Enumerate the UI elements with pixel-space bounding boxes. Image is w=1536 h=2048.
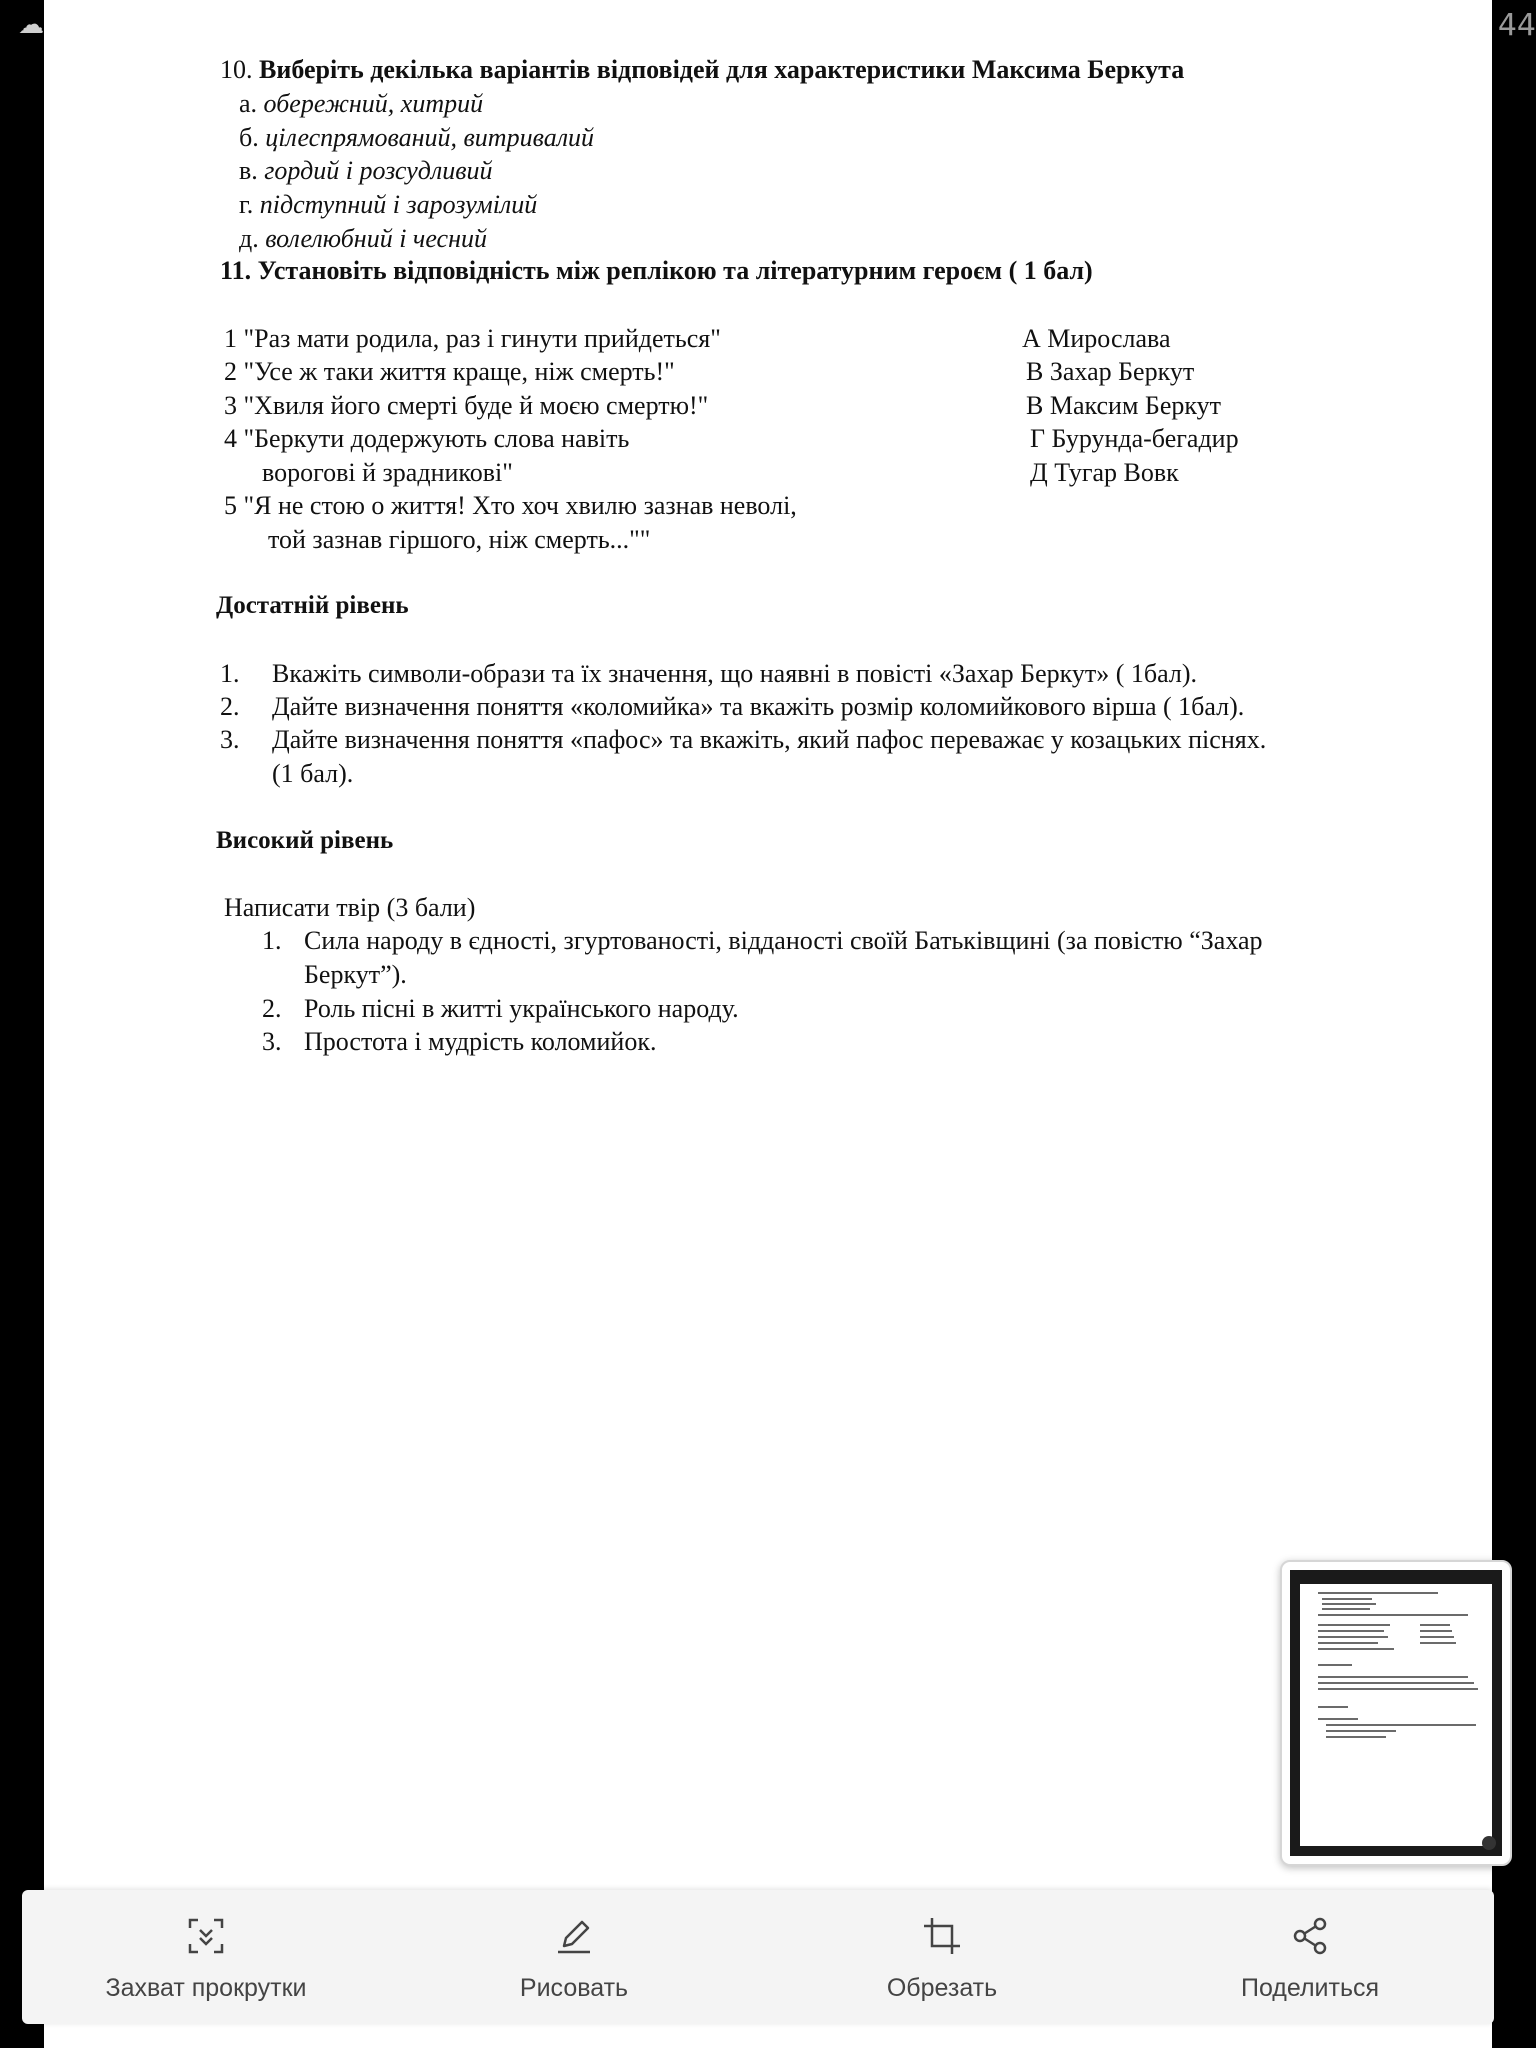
thumb-line [1322,1608,1370,1610]
high-heading: Високий рівень [216,827,394,854]
option-letter: д. [239,224,259,253]
thumb-line [1326,1730,1396,1732]
sufficient-item-3-cont: (1 бал). [272,759,354,788]
thumb-line [1318,1642,1378,1644]
item-number: 3. [262,1027,282,1056]
high-item-1 [262,926,1263,956]
q11-quote-4-cont: ворогові й зрадникові" [262,458,513,487]
q11-quote-4: 4 "Беркути додержують слова навіть [224,424,630,453]
thumb-line [1420,1624,1450,1626]
thumbnail-frame [1290,1570,1502,1856]
draw-label: Рисовать [519,1974,629,2002]
thumb-line [1318,1682,1474,1684]
q11-hero-d: Д Тугар Вовк [1030,458,1179,487]
thumb-line [1326,1724,1476,1726]
option-letter: в. [239,156,258,185]
thumb-line [1420,1642,1456,1644]
q11-hero-a: А Мирослава [1022,324,1171,353]
sufficient-item-3 [220,725,1266,755]
option-letter: г. [239,190,254,219]
thumb-line [1322,1598,1372,1600]
q11-quote-5-cont: той зазнав гіршого, ніж смерть..."" [268,525,651,554]
item-text: Роль пісні в житті українського народу. [304,994,739,1023]
sufficient-heading: Достатній рівень [216,592,409,619]
draw-button[interactable] [390,1890,758,2024]
thumb-line [1318,1718,1358,1720]
scroll-capture-button[interactable] [22,1890,390,2024]
thumbnail-edit-icon[interactable] [1482,1836,1496,1850]
share-label: Поделиться [1240,1974,1380,2002]
thumb-line [1322,1603,1376,1605]
thumb-line [1318,1614,1468,1616]
q10-number: 10. [220,55,253,84]
thumb-line [1318,1648,1394,1650]
thumb-line [1318,1636,1388,1638]
crop-button[interactable] [758,1890,1126,2024]
high-item-2 [262,994,739,1024]
scroll-capture-label: Захват прокрутки [105,1974,307,2002]
q11-hero-g: Г Бурунда-бегадир [1030,424,1239,453]
q11-quote-1: 1 "Раз мати родила, раз і гинути прийдеться" [224,324,721,353]
item-text: Дайте визначення поняття «коломийка» та вкажіть розмір коломийкового вірша ( 1бал). [272,692,1245,721]
share-button[interactable] [1126,1890,1494,2024]
thumb-line [1318,1624,1390,1626]
sufficient-item-2 [220,692,1244,722]
q11-hero-b: В Захар Беркут [1026,357,1195,386]
thumbnail-page [1300,1584,1492,1846]
item-number: 1. [220,659,240,688]
option-text: обережний, хитрий [263,89,484,118]
pencil-icon [554,1916,594,1956]
item-text: Вкажіть символи-образи та їх значення, що наявні в повісті «Захар Беркут» ( 1бал). [272,659,1198,688]
thumb-line [1318,1630,1384,1632]
item-number: 2. [262,994,282,1023]
option-letter: б. [239,123,259,152]
option-text: підступний і зарозумілий [259,190,538,219]
thumb-line [1318,1706,1348,1708]
high-item-1-cont: Беркут”). [304,960,407,989]
share-icon [1290,1916,1330,1956]
q11-hero-v: В Максим Беркут [1026,391,1221,420]
thumb-line [1326,1736,1386,1738]
item-number: 2. [220,692,240,721]
option-text: гордий і розсудливий [264,156,493,185]
q11-title: 11. Установіть відповідність між реплікою та літературним героєм ( 1 бал) [220,256,1093,285]
thumb-line [1420,1630,1452,1632]
q10-title [220,55,1184,85]
screenshot-toolbar [22,1890,1494,2024]
crop-icon [922,1916,962,1956]
high-item-3 [262,1027,656,1057]
item-text: Сила народу в єдності, згуртованості, відданості своїй Батьківщині (за повістю “Захар [304,926,1263,955]
option-letter: а. [239,89,258,118]
q10-option-b [239,123,594,153]
q11-quote-2: 2 "Усе ж таки життя краще, ніж смерть!" [224,357,675,386]
sufficient-item-1 [220,659,1197,689]
q10-option-v [239,156,493,186]
thumb-line [1318,1664,1352,1666]
document-page[interactable] [44,0,1492,2048]
q10-option-d [239,224,487,254]
high-intro: Написати твір (3 бали) [224,893,476,922]
item-text: Простота і мудрість коломийок. [304,1027,657,1056]
q11-quote-5: 5 "Я не стою о життя! Хто хоч хвилю зазнав неволі, [224,491,797,520]
thumb-line [1318,1676,1468,1678]
status-number: 44 [1497,8,1536,43]
option-text: волелюбний і чесний [265,224,487,253]
item-number: 1. [262,926,282,955]
q10-option-a [239,89,483,119]
q11-quote-3: 3 "Хвиля його смерті буде й моєю смертю!" [224,391,709,420]
cloud-icon: ☁ [18,10,44,40]
q10-title-text: Виберіть декілька варіантів відповідей для характеристики Максима Беркута [259,55,1185,84]
crop-label: Обрезать [886,1974,998,2002]
thumb-line [1318,1592,1438,1594]
scroll-capture-icon [186,1916,226,1956]
screenshot-thumbnail[interactable] [1280,1560,1512,1866]
item-number: 3. [220,725,240,754]
item-text: Дайте визначення поняття «пафос» та вкажіть, який пафос переважає у козацьких піснях. [272,725,1267,754]
option-text: цілеспрямований, витривалий [265,123,595,152]
q10-option-g [239,190,537,220]
thumb-line [1420,1636,1454,1638]
thumb-line [1318,1688,1478,1690]
